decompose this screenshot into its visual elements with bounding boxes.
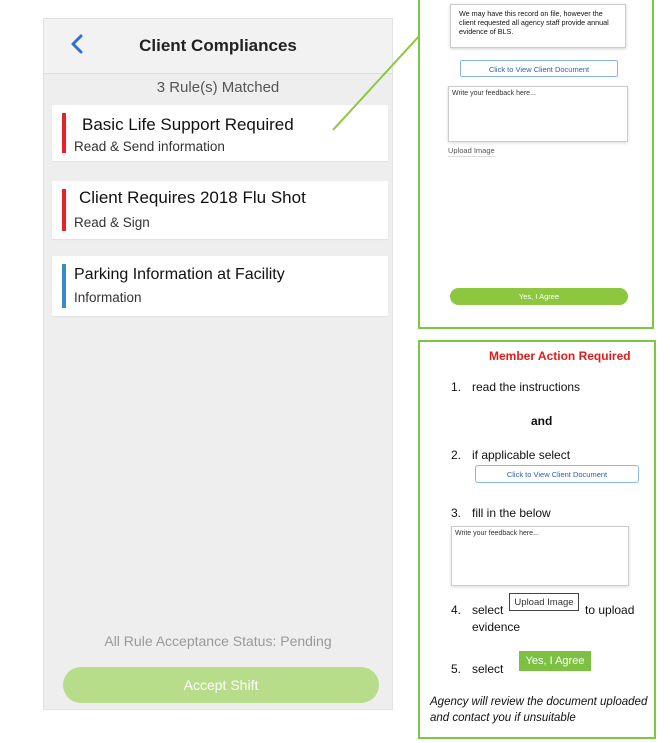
step-number: 4. xyxy=(451,603,462,617)
step-text: read the instructions xyxy=(472,380,581,394)
view-client-document-button[interactable]: Click to View Client Document xyxy=(475,465,639,483)
step-text: to upload xyxy=(585,603,635,617)
upload-image-button[interactable]: Upload Image xyxy=(448,146,495,155)
rule-card-flu-shot[interactable] xyxy=(52,181,388,239)
rule-card-parking-info[interactable] xyxy=(52,256,388,316)
step-text: evidence xyxy=(472,620,521,634)
page-title: Client Compliances xyxy=(139,36,297,55)
rule-status-bar xyxy=(62,189,66,231)
agency-review-note: Agency will review the document uploaded and contact you if unsuitable xyxy=(430,696,648,724)
instructions-title: Member Action Required xyxy=(489,349,631,363)
rule-message: We may have this record on file, however the client requested all agency staff provide annual evidence of BLS. xyxy=(450,4,626,48)
step-text: select xyxy=(472,662,504,676)
instructions-panel xyxy=(418,340,656,739)
step-number: 3. xyxy=(451,506,462,520)
app-header xyxy=(44,19,392,74)
and-label: and xyxy=(531,414,553,428)
upload-image-button[interactable]: Upload Image xyxy=(509,593,579,611)
step-text: fill in the below xyxy=(472,506,551,520)
rule-title: Client Requires 2018 Flu Shot xyxy=(79,188,306,207)
rule-subtitle: Information xyxy=(74,290,142,305)
rule-card-basic-life-support[interactable] xyxy=(52,105,388,161)
step-number: 2. xyxy=(451,448,462,462)
rule-status-bar xyxy=(62,264,66,308)
step-text: select xyxy=(472,603,504,617)
rule-subtitle: Read & Send information xyxy=(74,139,225,154)
rule-title: Parking Information at Facility xyxy=(74,266,285,283)
feedback-input[interactable]: Write your feedback here... xyxy=(451,526,629,586)
rule-detail-panel xyxy=(418,0,654,329)
step-number: 1. xyxy=(451,380,462,394)
step-text: if applicable select xyxy=(472,448,571,462)
rules-matched-count: 3 Rule(s) Matched xyxy=(156,79,280,96)
rule-title: Basic Life Support Required xyxy=(82,115,294,134)
step-number: 5. xyxy=(451,662,462,676)
yes-i-agree-button[interactable]: Yes, I Agree xyxy=(519,651,591,671)
feedback-input[interactable]: Write your feedback here... xyxy=(448,86,628,142)
yes-i-agree-button[interactable]: Yes, I Agree xyxy=(450,288,628,305)
accept-shift-button[interactable]: Accept Shift xyxy=(63,667,379,703)
rule-subtitle: Read & Sign xyxy=(74,215,150,230)
rule-status-bar xyxy=(62,113,66,153)
acceptance-status: All Rule Acceptance Status: Pending xyxy=(104,633,332,649)
phone-screen xyxy=(43,18,393,710)
view-client-document-button[interactable]: Click to View Client Document xyxy=(460,60,618,77)
